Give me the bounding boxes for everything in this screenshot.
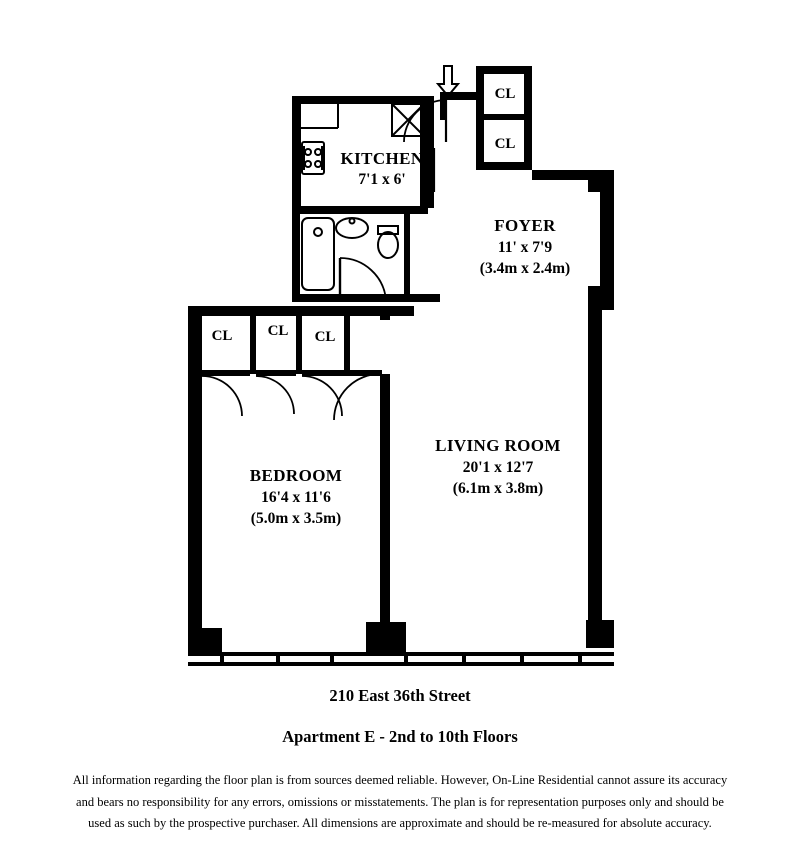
room-dim-kitchen: 7'1 x 6' (358, 171, 406, 188)
room-label-foyer: FOYER (494, 216, 556, 235)
closet-bedroom-mid-label: CL (267, 323, 289, 339)
closet-bedroom-right-label: CL (314, 329, 336, 345)
room-label-living-room: LIVING ROOM (435, 436, 561, 455)
room-dim-foyer-ft: 11' x 7'9 (497, 239, 553, 256)
room-dim-bedroom-m: (5.0m x 3.5m) (250, 510, 342, 527)
disclaimer-line-3: used as such by the prospective purchaser. All dimensions are approximate and should be re-measured for absolute accuracy. (88, 816, 712, 830)
room-dim-living-room-m: (6.1m x 3.8m) (452, 480, 544, 497)
room-dim-bedroom-ft: 16'4 x 11'6 (261, 489, 331, 506)
disclaimer-line-2: and bears no responsibility for any errors, omissions or misstatements. The plan is for representation purposes only and should be (76, 794, 724, 809)
down-arrow-icon (438, 66, 458, 96)
room-label-kitchen: KITCHEN (340, 149, 424, 168)
address-title: 210 East 36th Street (329, 686, 471, 705)
closet-foyer-lower-label: CL (494, 136, 516, 152)
room-label-bedroom: BEDROOM (249, 466, 343, 485)
closet-bedroom-left-label: CL (211, 328, 233, 344)
closet-foyer-upper-label: CL (494, 86, 516, 102)
room-dim-foyer-m: (3.4m x 2.4m) (479, 260, 571, 277)
apartment-subtitle: Apartment E - 2nd to 10th Floors (282, 727, 518, 746)
disclaimer (0, 770, 800, 835)
disclaimer-line-1: All information regarding the floor plan is from sources deemed reliable. However, On-Line Residential cannot assure its accuracy (72, 773, 728, 787)
room-dim-living-room-ft: 20'1 x 12'7 (462, 459, 534, 476)
